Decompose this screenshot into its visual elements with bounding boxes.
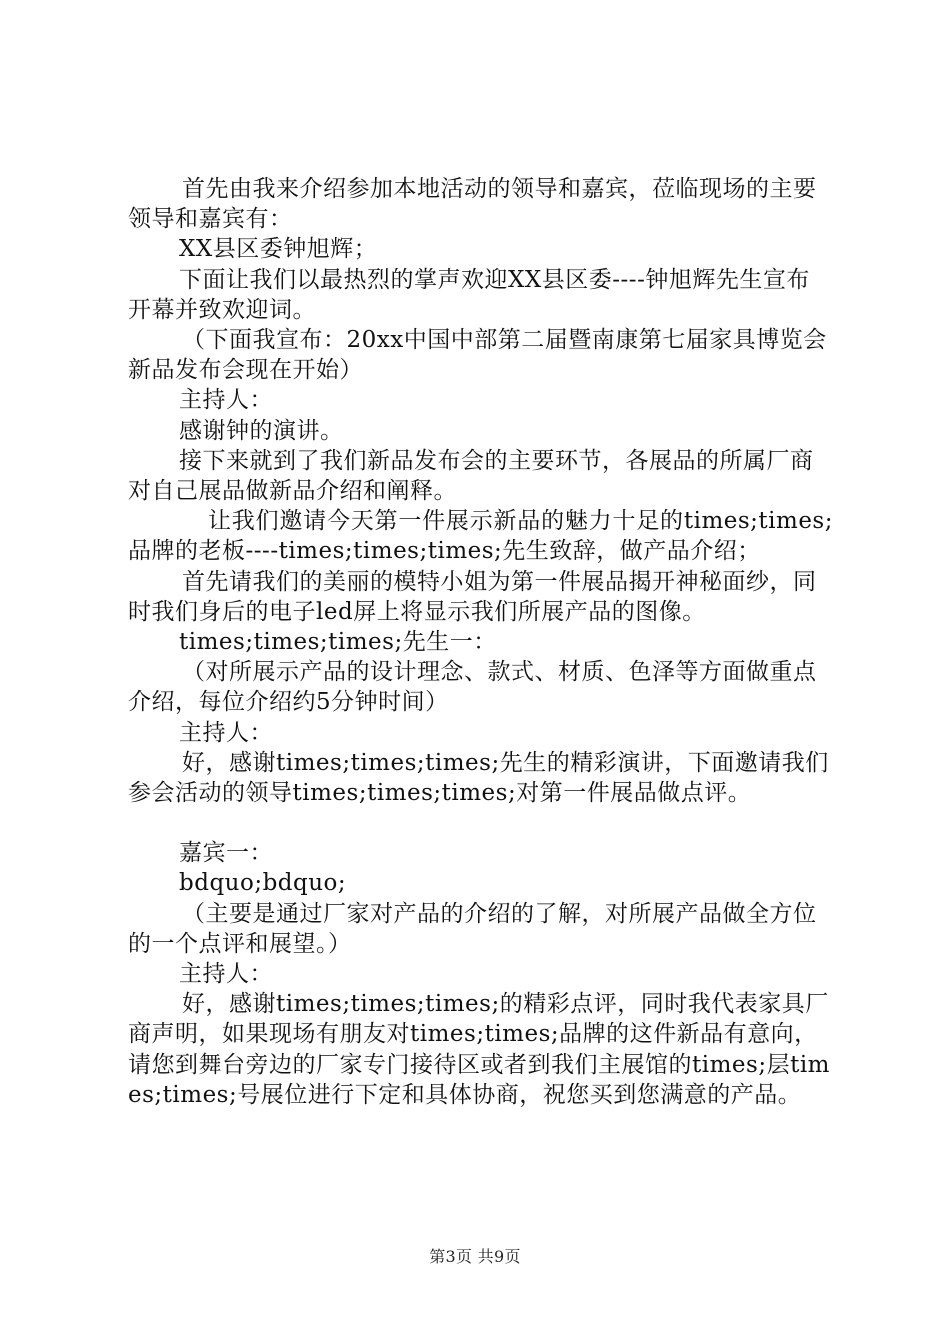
paragraph-host-label-2: 主持人：	[179, 719, 273, 746]
paragraph-guest-one: 嘉宾一：	[179, 840, 273, 867]
paragraph-review-note: （主要是通过厂家对产品的介绍的了解，对所展产品做全方位的一个点评和展望。）	[128, 900, 817, 957]
paragraph-intro-guests: 首先由我来介绍参加本地活动的领导和嘉宾，莅临现场的主要领导和嘉宾有：	[128, 176, 817, 233]
paragraph-gap	[128, 808, 833, 838]
paragraph-announcement: （下面我宣布：20xx中国中部第二届暨南康第七届家具博览会新品发布会现在开始）	[128, 327, 827, 384]
paragraph-host-label-3: 主持人：	[179, 961, 273, 988]
paragraph-product-introduction-note: （对所展示产品的设计理念、款式、材质、色泽等方面做重点介绍，每位介绍约5分钟时间）	[128, 659, 817, 716]
paragraph-invite-leader-review: 好，感谢times;times;times;先生的精彩演讲，下面邀请我们参会活动的领导times;times;times;对第一件展品做点评。	[128, 749, 829, 807]
paragraph-closing-host-statement: 好，感谢times;times;times;的精彩点评，同时我代表家具厂商声明，如果现场有朋友对times;times;品牌的这件新品有意向，请您到舞台旁边的厂家专门接待区或者到我们主展馆的times;层times;times;号展位进行下定和具体协商，祝您买到您满意的产品。	[128, 991, 830, 1108]
paragraph-guest-name: XX县区委钟旭辉；	[179, 236, 378, 263]
paragraph-host-label-1: 主持人：	[179, 387, 273, 414]
paragraph-invite-brand-owner: 让我们邀请今天第一件展示新品的魅力十足的times;times;品牌的老板----times;times;times;先生致辞，做产品介绍；	[128, 508, 833, 565]
paragraph-placeholder-quotes: bdquo;bdquo;	[179, 870, 347, 897]
paragraph-welcome-applause: 下面让我们以最热烈的掌声欢迎XX县区委----钟旭辉先生宣布开幕并致欢迎词。	[128, 266, 810, 323]
paragraph-thanks-speech: 感谢钟的演讲。	[179, 417, 344, 444]
paragraph-model-unveil: 首先请我们的美丽的模特小姐为第一件展品揭开神秘面纱，同时我们身后的电子led屏上将显示我们所展产品的图像。	[128, 568, 817, 625]
paragraph-main-session: 接下来就到了我们新品发布会的主要环节，各展品的所属厂商对自己展品做新品介绍和阐释。	[128, 447, 814, 505]
document-body	[128, 174, 833, 1110]
page-footer: 第3页 共9页	[429, 1247, 521, 1266]
paragraph-speaker-one: times;times;times;先生一：	[179, 629, 497, 656]
